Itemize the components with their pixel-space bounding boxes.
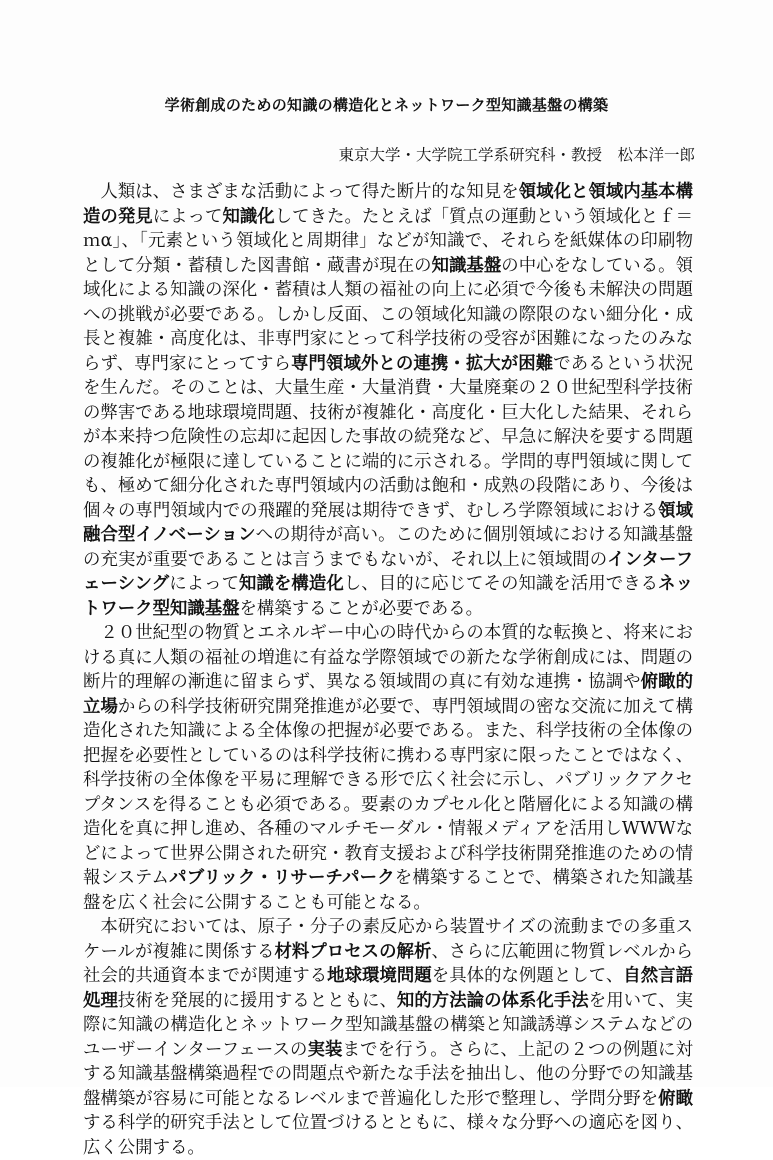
paragraph-text: の中心をなしている。領域化による知識の深化・蓄積は人類の福祉の向上に必須で今後も未解決の問題への挑戦が必要である。しかし反面、この領域化知識の際限のない細分化・成長と複雑・高度化は、非専門家にとって科学技術の受容が困難になったのみならず、専門家にとってすら: [83, 255, 693, 374]
paragraph-text: を用いて、実際に知識の構造化とネットワーク型知識基盤の構築と知識誘導システムなどのユーザーインターフェースの: [83, 990, 693, 1060]
paragraph-text: からの科学技術研究開発推進が必要で、専門領域間の密な交流に加えて構造化された知識による全体像の把握が必要である。また、科学技術の全体像の把握を必要性としているのは科学技術に携わる専門家に限ったことではなく、科学技術の全体像を平易に理解できる形で広く社会に示し、パブリックアクセプタンスを得ることも必須である。要素のカプセル化と階層化による知識の構造化を真に押し進め、各種のマルチモーダル・情報メディアを活用しWWWなどによって世界公開された研究・教育支援および科学技術開発推進のための情報システム: [83, 696, 693, 888]
emphasis-text: 領域化と領域内基本構造の発見: [83, 182, 693, 227]
emphasis-text: ネットワーク型知識基盤: [83, 574, 693, 619]
emphasis-text: 地球環境問題: [327, 966, 432, 986]
body-paragraph: [83, 180, 693, 621]
page-title: 学術創成のための知識の構造化とネットワーク型知識基盤の構築: [164, 96, 609, 114]
emphasis-text: 材料プロセスの解析: [274, 941, 432, 962]
emphasis-text: 俯瞰的立場: [83, 672, 693, 717]
emphasis-text: 知識を構造化: [239, 574, 344, 594]
emphasis-text: 領域融合型イノベーション: [83, 500, 693, 545]
paragraph-text: ２０世紀型の物質とエネルギー中心の時代からの本質的な転換と、将来における真に人類の福祉の増進に有益な学際領域での新たな学術創成には、問題の断片的理解の漸進に留まらず、異なる領域間の真に有効な連携・協調や: [83, 623, 693, 692]
author-line: 東京大学・大学院工学系研究科・教授 松本洋一郎: [338, 146, 695, 164]
document-body: [83, 180, 693, 1160]
body-paragraph: [83, 915, 693, 1160]
paragraph-text: 技術を発展的に援用するとともに、: [117, 990, 397, 1011]
paragraph-text: してきた。たとえば「質点の運動という領域化とｆ＝ｍα」、「元素という領域化と周期律」などが知識で、それらを紙媒体の印刷物として分類・蓄積した図書館・蔵書が現在の: [83, 206, 693, 276]
emphasis-text: パブリック・リサーチパーク: [169, 868, 395, 888]
emphasis-text: 自然言語処理: [83, 966, 693, 1011]
paragraph-text: を構築することで、構築された知識基盤を広く社会に公開することも可能となる。: [83, 868, 694, 913]
paragraph-text: 本研究においては、原子・分子の素反応から装置サイズの流動までの多重スケールが複雑に関係する: [83, 917, 693, 962]
paragraph-text: であるという状況を生んだ。そのことは、大量生産・大量消費・大量廃棄の２０世紀型科学技術の弊害である地球環境問題、技術が複雑化・高度化・巨大化した結果、それらが本来持つ危険性の忘却に起因した事故の続発など、早急に解決を要する問題の複雑化が極限に達していることに端的に示される。学問的専門領域に関しても、極めて細分化された専門領域内の活動は飽和・成熟の段階にあり、今後は個々の専門領域内での飛躍的発展は期待できず、むしろ学際領域における: [83, 353, 693, 521]
paragraph-text: を具体的な例題として、: [431, 966, 624, 986]
paragraph-text: への期待が高い。このために個別領域における知識基盤の充実が重要であることは言うまでもないが、それ以上に領域間の: [83, 525, 693, 570]
emphasis-text: 知識基盤: [431, 255, 502, 276]
paragraph-text: 、さらに広範囲に物質レベルから社会的共通資本までが関連する: [83, 941, 693, 986]
emphasis-text: 専門領域外との連携・拡大が困難: [291, 353, 554, 374]
paragraph-text: し、目的に応じてその知識を活用できる: [343, 574, 659, 594]
paragraph-text: を構築することが必要である。: [239, 598, 484, 619]
emphasis-text: インターフェーシング: [83, 549, 693, 594]
paragraph-text: によって: [152, 206, 223, 227]
paragraph-text: 人類は、さまざまな活動によって得た断片的な知見を: [100, 182, 519, 202]
emphasis-text: 実装: [307, 1039, 343, 1060]
body-paragraph: [83, 621, 693, 915]
paragraph-text: までを行う。さらに、上記の２つの例題に対する知識基盤構築過程での問題点や新たな手法を抽出し、他の分野での知識基盤構築が容易に可能となるレベルまで普遍化した形で整理し、学問分野を: [83, 1039, 693, 1109]
paragraph-text: する科学的研究手法として位置づけるとともに、様々な分野への適応を図り、広く公開する。: [83, 1113, 693, 1158]
emphasis-text: 知識化: [222, 206, 275, 227]
emphasis-text: 俯瞰: [658, 1088, 693, 1109]
paragraph-text: によって: [169, 574, 240, 594]
emphasis-text: 知的方法論の体系化手法: [396, 990, 589, 1011]
